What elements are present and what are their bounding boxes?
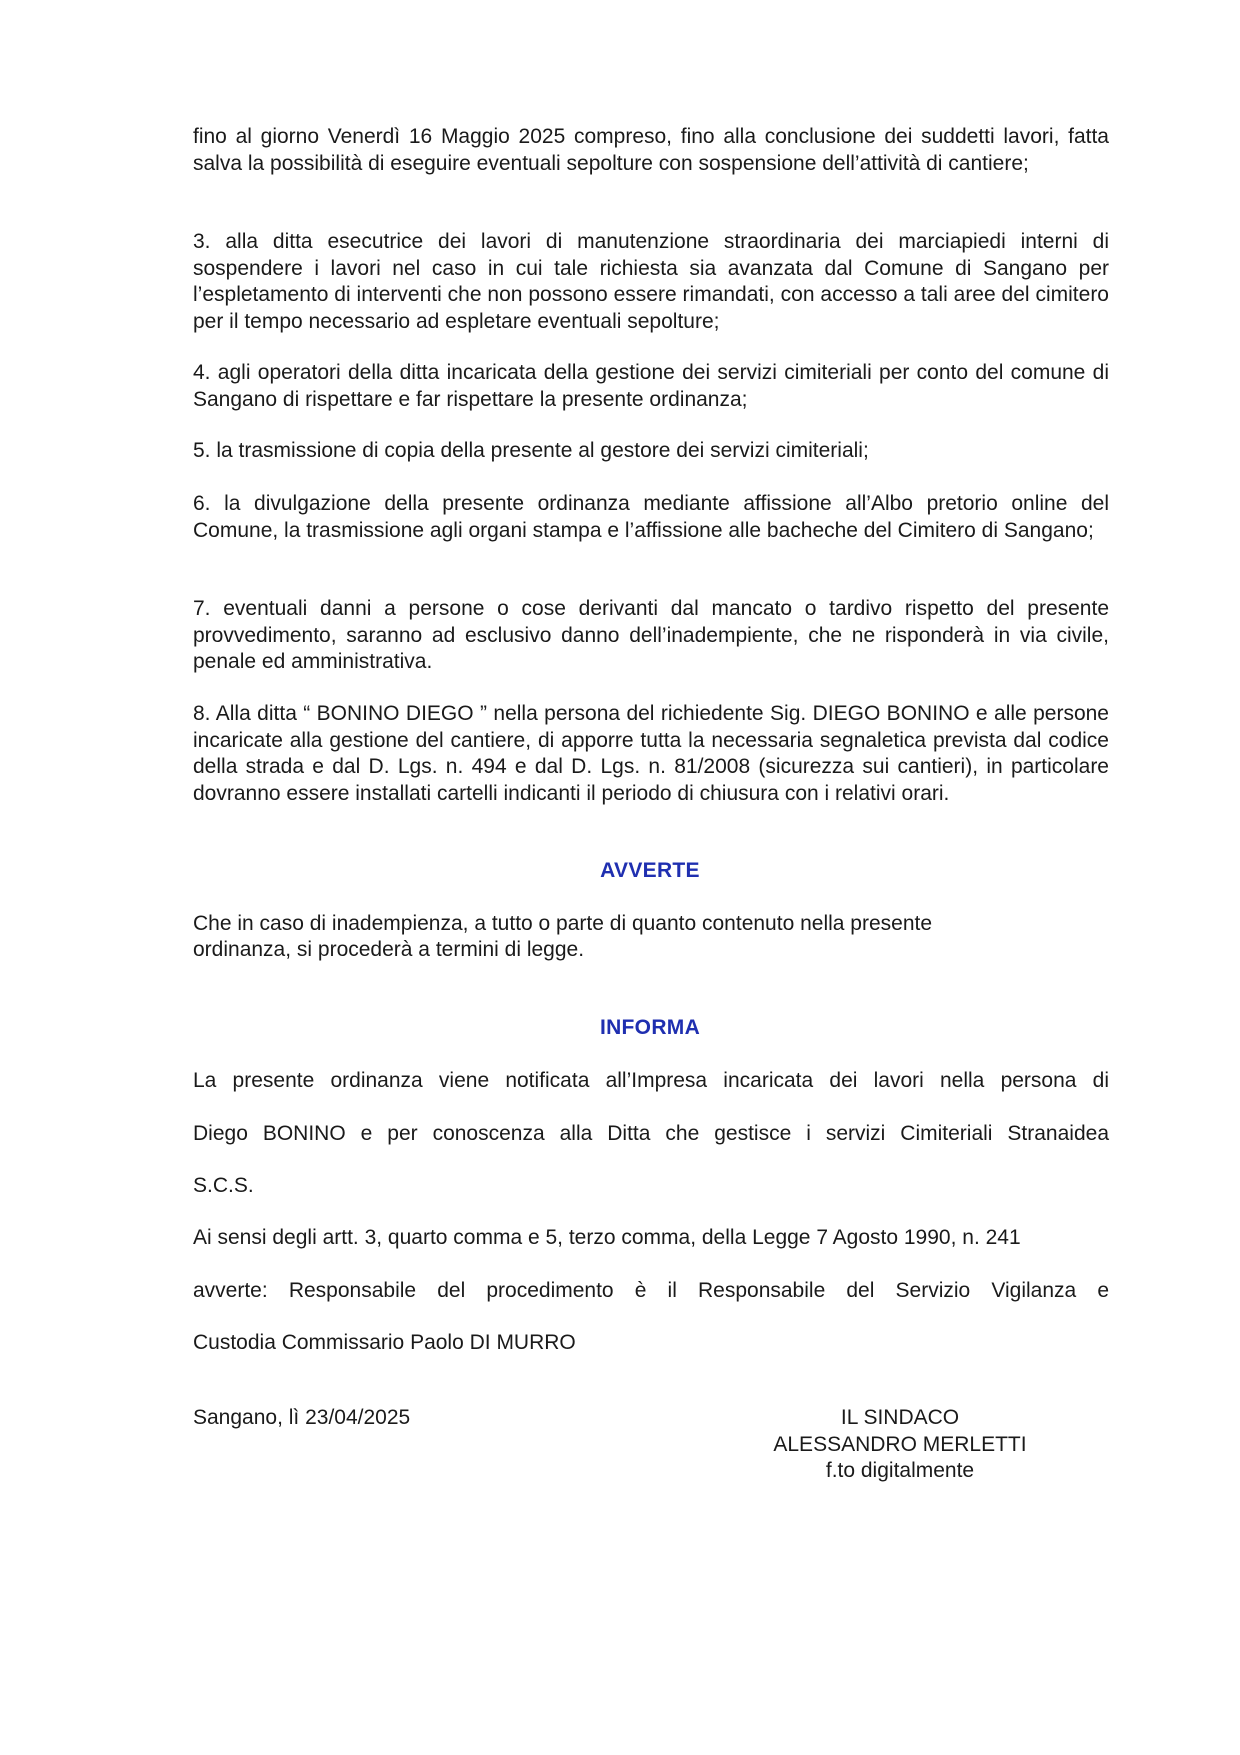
avverte-line-1: Che in caso di inadempienza, a tutto o parte di quanto contenuto nella presente bbox=[193, 912, 933, 935]
heading-informa: INFORMA bbox=[599, 1016, 701, 1039]
informa-line-6: Custodia Commissario Paolo DI MURRO bbox=[193, 1331, 576, 1354]
paragraph-item-6: 6. la divulgazione della presente ordinanza mediante affissione all’Albo pretorio online del Comune, la trasmissione agli organi stampa e l’affissione alle bacheche del Cimitero di Sangano; bbox=[193, 492, 1109, 542]
paragraph-item-4: 4. agli operatori della ditta incaricata della gestione dei servizi cimiteriali per conto del comune di Sangano di rispettare e far rispettare la presente ordinanza; bbox=[193, 361, 1109, 411]
informa-line-4: Ai sensi degli artt. 3, quarto comma e 5, terzo comma, della Legge 7 Agosto 1990, n. 241 bbox=[193, 1226, 1021, 1249]
paragraph-item-3: 3. alla ditta esecutrice dei lavori di manutenzione straordinaria dei marciapiedi interni di sospendere i lavori nel caso in cui tale richiesta sia avanzata dal Comune di Sangano per l’espletamento di interventi che non possono essere rimandati, con accesso a tali aree del cimitero per il tempo necessario ad espletare eventuali sepolture; bbox=[193, 230, 1109, 333]
informa-line-1: La presente ordinanza viene notificata all’Impresa incaricata dei lavori nella persona di bbox=[193, 1069, 1109, 1092]
signature-note: f.to digitalmente bbox=[825, 1459, 975, 1482]
signer-title: IL SINDACO bbox=[840, 1406, 960, 1429]
paragraph-item-5: 5. la trasmissione di copia della presente al gestore dei servizi cimiteriali; bbox=[193, 439, 869, 462]
informa-line-3: S.C.S. bbox=[193, 1174, 254, 1197]
heading-avverte: AVVERTE bbox=[600, 859, 700, 882]
paragraph-item-8: 8. Alla ditta “ BONINO DIEGO ” nella persona del richiedente Sig. DIEGO BONINO e alle persone incaricate alla gestione del cantiere, di apporre tutta la necessaria segnaletica prevista dal codice della strada e dal D. Lgs. n. 494 e dal D. Lgs. n. 81/2008 (sicurezza sui cantieri), in particolare dovranno essere installati cartelli indicanti il periodo di chiusura con i relativi orari. bbox=[193, 702, 1109, 805]
signature-block bbox=[700, 1405, 1100, 1485]
place-date: Sangano, lì 23/04/2025 bbox=[193, 1406, 411, 1429]
paragraph-continuation: fino al giorno Venerdì 16 Maggio 2025 compreso, fino alla conclusione dei suddetti lavori, fatta salva la possibilità di eseguire eventuali sepolture con sospensione dell’attività di cantiere; bbox=[193, 125, 1109, 175]
informa-line-2: Diego BONINO e per conoscenza alla Ditta che gestisce i servizi Cimiteriali Stranaidea bbox=[193, 1122, 1109, 1145]
signer-name: ALESSANDRO MERLETTI bbox=[773, 1432, 1027, 1456]
informa-line-5: avverte: Responsabile del procedimento è il Responsabile del Servizio Vigilanza e bbox=[193, 1279, 1109, 1302]
paragraph-item-7: 7. eventuali danni a persone o cose derivanti dal mancato o tardivo rispetto del presente provvedimento, saranno ad esclusivo danno dell’inadempiente, che ne risponderà in via civile, penale ed amministrativa. bbox=[193, 597, 1109, 673]
avverte-line-2: ordinanza, si procederà a termini di legge. bbox=[193, 938, 585, 961]
